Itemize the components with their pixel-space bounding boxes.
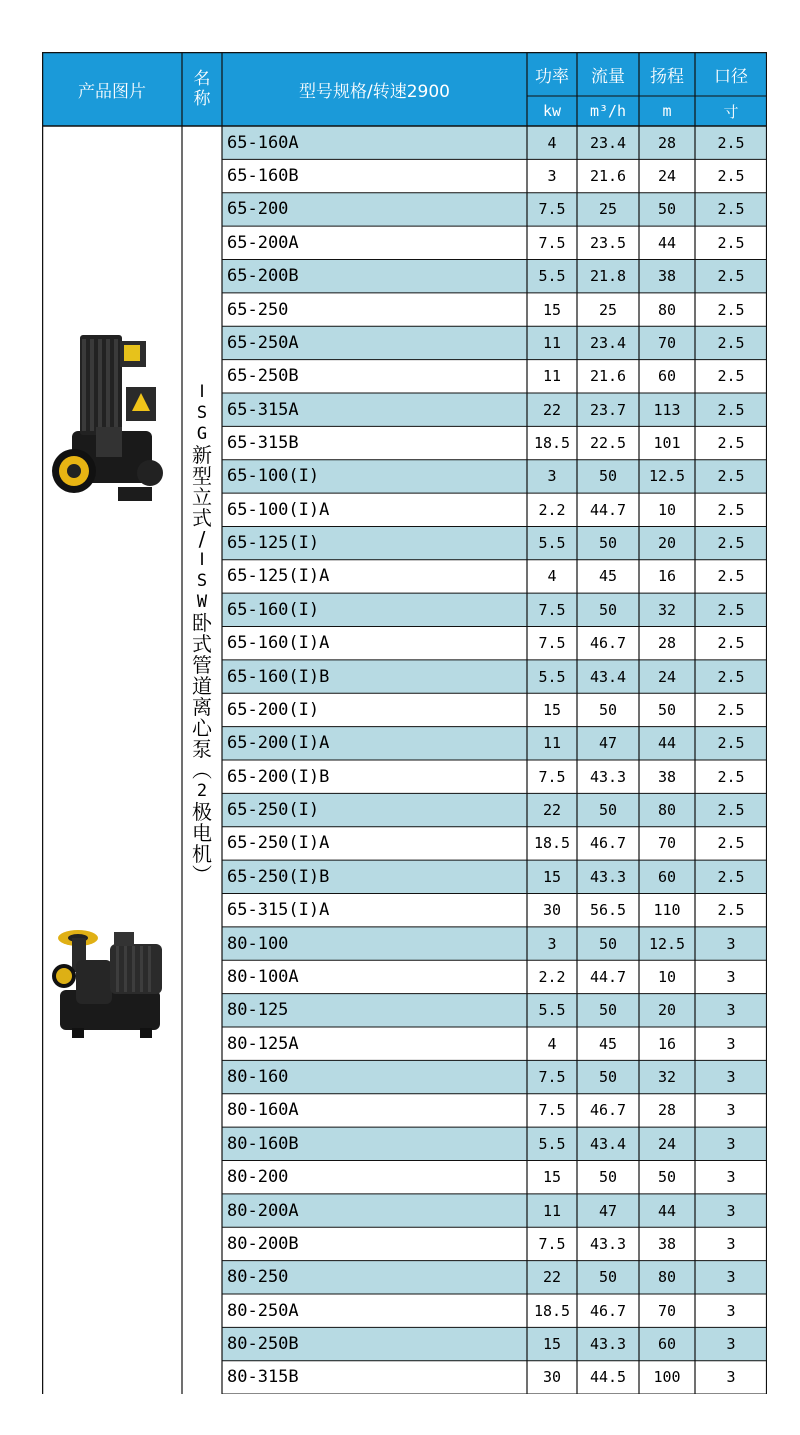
cell-head: 101 <box>653 434 681 452</box>
product-name-char: S <box>196 403 208 423</box>
cell-bore: 3 <box>726 1068 736 1087</box>
cell-head: 70 <box>657 834 677 853</box>
product-name-char: S <box>196 571 208 591</box>
cell-model: 80-200 <box>227 1167 289 1188</box>
header-product-image: 产品图片 <box>42 52 182 126</box>
cell-model: 80-250 <box>227 1267 289 1288</box>
header-head: 扬程 <box>639 52 695 96</box>
cell-flow: 50 <box>598 600 618 619</box>
product-name-char: 式 <box>192 506 212 530</box>
header-power: 功率 <box>527 52 577 96</box>
cell-power: 15 <box>542 700 562 719</box>
cell-model: 65-250B <box>227 366 299 387</box>
cell-power: 18.5 <box>533 1301 571 1320</box>
cell-bore: 3 <box>726 1134 736 1153</box>
cell-power: 7.5 <box>538 767 566 786</box>
cell-bore: 3 <box>726 1334 736 1353</box>
cell-power: 4 <box>547 133 557 152</box>
header-bore: 口径 <box>695 52 767 96</box>
cell-power: 2.2 <box>538 967 566 986</box>
cell-power: 30 <box>542 1368 562 1387</box>
cell-head: 12.5 <box>648 467 686 486</box>
cell-model: 65-125(I) <box>227 533 320 554</box>
product-name-char: ︵ <box>192 758 212 782</box>
cell-power: 22 <box>542 400 562 419</box>
cell-power: 7.5 <box>538 600 566 619</box>
cell-flow: 46.7 <box>589 834 627 853</box>
cell-power: 22 <box>542 801 562 820</box>
cell-bore: 3 <box>726 1268 736 1287</box>
header-model: 型号规格/转速2900 <box>222 52 527 126</box>
cell-model: 65-315A <box>227 399 299 420</box>
cell-bore: 2.5 <box>717 500 745 519</box>
header-unit-head: m <box>639 96 695 126</box>
cell-head: 10 <box>657 500 677 519</box>
cell-power: 4 <box>547 1034 557 1053</box>
cell-head: 32 <box>657 1068 677 1087</box>
cell-flow: 44.7 <box>589 500 627 519</box>
cell-bore: 2.5 <box>717 534 745 553</box>
product-name-char: 心 <box>192 716 212 740</box>
cell-bore: 3 <box>726 1101 736 1120</box>
cell-bore: 2.5 <box>717 233 745 252</box>
product-name-char: 2 <box>196 781 208 801</box>
cell-model: 80-200A <box>227 1200 299 1221</box>
cell-power: 5.5 <box>538 667 566 686</box>
cell-flow: 50 <box>598 1068 618 1087</box>
cell-power: 15 <box>542 1334 562 1353</box>
cell-model: 65-200(I)A <box>227 733 330 754</box>
product-name-char: 立 <box>192 485 212 509</box>
cell-power: 4 <box>547 567 557 586</box>
cell-model: 65-125(I)A <box>227 566 330 587</box>
cell-flow: 47 <box>598 1201 618 1220</box>
cell-power: 7.5 <box>538 634 566 653</box>
cell-bore: 2.5 <box>717 600 745 619</box>
cell-bore: 3 <box>726 1301 736 1320</box>
cell-bore: 2.5 <box>717 133 745 152</box>
cell-bore: 2.5 <box>717 434 745 452</box>
cell-head: 12.5 <box>648 934 686 953</box>
cell-head: 16 <box>657 1034 677 1053</box>
cell-bore: 3 <box>726 1034 736 1053</box>
cell-head: 24 <box>657 167 677 186</box>
cell-head: 38 <box>657 1234 677 1253</box>
cell-power: 3 <box>547 167 557 186</box>
cell-head: 28 <box>657 133 677 152</box>
cell-model: 80-250A <box>227 1300 299 1321</box>
cell-power: 18.5 <box>533 434 571 452</box>
cell-model: 80-100A <box>227 966 299 987</box>
table-grid-lines <box>42 52 767 1394</box>
cell-flow: 45 <box>598 1034 618 1053</box>
cell-model: 65-160B <box>227 166 299 187</box>
cell-flow: 56.5 <box>589 901 627 920</box>
cell-flow: 50 <box>598 1268 618 1287</box>
cell-head: 110 <box>653 901 681 920</box>
header-flow: 流量 <box>577 52 639 96</box>
cell-model: 80-100 <box>227 933 289 954</box>
cell-power: 7.5 <box>538 233 566 252</box>
cell-head: 113 <box>653 400 681 419</box>
cell-flow: 43.4 <box>589 667 627 686</box>
cell-model: 65-250A <box>227 332 299 353</box>
product-name-char: 新 <box>192 443 212 467</box>
cell-head: 16 <box>657 567 677 586</box>
cell-model: 65-250(I)A <box>227 833 330 854</box>
header-unit-power: kw <box>527 96 577 126</box>
cell-power: 22 <box>542 1268 562 1287</box>
cell-bore: 3 <box>726 1368 736 1387</box>
cell-flow: 22.5 <box>589 434 627 452</box>
cell-head: 70 <box>657 333 677 352</box>
cell-bore: 2.5 <box>717 400 745 419</box>
product-name-char: 电 <box>192 821 212 845</box>
cell-power: 30 <box>542 901 562 920</box>
cell-power: 5.5 <box>538 1134 566 1153</box>
cell-flow: 25 <box>598 300 618 319</box>
cell-power: 7.5 <box>538 200 566 219</box>
product-name-char: Ⅰ <box>199 550 205 570</box>
product-name-char: 型 <box>192 464 212 488</box>
cell-model: 65-250 <box>227 299 289 320</box>
cell-bore: 2.5 <box>717 867 745 886</box>
cell-head: 38 <box>657 267 677 286</box>
product-name-char: 式 <box>192 632 212 656</box>
cell-model: 65-160A <box>227 132 299 153</box>
cell-head: 24 <box>657 1134 677 1153</box>
cell-head: 32 <box>657 600 677 619</box>
cell-head: 44 <box>657 734 677 753</box>
cell-model: 65-100(I) <box>227 466 320 487</box>
cell-power: 18.5 <box>533 834 571 853</box>
cell-bore: 2.5 <box>717 567 745 586</box>
cell-bore: 3 <box>726 1201 736 1220</box>
cell-model: 65-200(I) <box>227 699 320 720</box>
cell-head: 50 <box>657 200 677 219</box>
cell-bore: 2.5 <box>717 467 745 486</box>
cell-bore: 2.5 <box>717 634 745 653</box>
cell-power: 7.5 <box>538 1101 566 1120</box>
cell-flow: 43.3 <box>589 767 627 786</box>
cell-bore: 2.5 <box>717 367 745 386</box>
pump-spec-table <box>42 52 767 1394</box>
header-unit-bore: 寸 <box>695 96 767 126</box>
cell-flow: 44.5 <box>589 1368 627 1387</box>
cell-flow: 46.7 <box>589 1301 627 1320</box>
cell-head: 20 <box>657 534 677 553</box>
header-name-top: 名 <box>193 69 211 89</box>
cell-flow: 50 <box>598 1001 618 1020</box>
cell-flow: 43.3 <box>589 867 627 886</box>
cell-head: 70 <box>657 1301 677 1320</box>
cell-head: 38 <box>657 767 677 786</box>
cell-head: 100 <box>653 1368 681 1387</box>
header-unit-flow: m³/h <box>577 96 639 126</box>
cell-bore: 3 <box>726 934 736 953</box>
cell-flow: 23.5 <box>589 233 627 252</box>
cell-bore: 2.5 <box>717 834 745 853</box>
cell-model: 65-160(I)A <box>227 633 330 654</box>
cell-model: 65-160(I)B <box>227 666 330 687</box>
cell-power: 7.5 <box>538 1068 566 1087</box>
cell-model: 80-160A <box>227 1100 299 1121</box>
product-name-char: 卧 <box>192 611 212 635</box>
cell-head: 80 <box>657 801 677 820</box>
cell-model: 80-125 <box>227 1000 289 1021</box>
cell-head: 28 <box>657 1101 677 1120</box>
cell-model: 80-250B <box>227 1333 299 1354</box>
product-name-char: Ⅰ <box>199 382 205 402</box>
cell-flow: 50 <box>598 1168 618 1187</box>
cell-power: 5.5 <box>538 1001 566 1020</box>
cell-flow: 43.3 <box>589 1334 627 1353</box>
product-name-char: 机 <box>192 842 212 866</box>
cell-head: 28 <box>657 634 677 653</box>
cell-flow: 50 <box>598 467 618 486</box>
cell-power: 15 <box>542 1168 562 1187</box>
cell-power: 5.5 <box>538 267 566 286</box>
cell-flow: 23.4 <box>589 333 627 352</box>
cell-model: 80-315B <box>227 1367 299 1388</box>
cell-flow: 50 <box>598 801 618 820</box>
cell-head: 60 <box>657 867 677 886</box>
cell-bore: 2.5 <box>717 667 745 686</box>
cell-flow: 50 <box>598 534 618 553</box>
cell-flow: 50 <box>598 934 618 953</box>
cell-model: 65-160(I) <box>227 599 320 620</box>
product-name-char: 道 <box>192 674 212 698</box>
cell-model: 65-200B <box>227 266 299 287</box>
cell-model: 65-250(I) <box>227 800 320 821</box>
product-name-char: / <box>198 527 206 551</box>
cell-flow: 21.6 <box>589 367 627 386</box>
cell-bore: 3 <box>726 967 736 986</box>
cell-flow: 43.3 <box>589 1234 627 1253</box>
cell-power: 3 <box>547 934 557 953</box>
cell-bore: 2.5 <box>717 901 745 920</box>
cell-model: 80-200B <box>227 1233 299 1254</box>
cell-model: 65-315(I)A <box>227 900 330 921</box>
cell-model: 80-160 <box>227 1067 289 1088</box>
cell-model: 80-160B <box>227 1133 299 1154</box>
cell-model: 65-100(I)A <box>227 499 330 520</box>
cell-flow: 46.7 <box>589 1101 627 1120</box>
cell-bore: 3 <box>726 1001 736 1020</box>
cell-power: 2.2 <box>538 500 566 519</box>
cell-model: 80-125A <box>227 1033 299 1054</box>
cell-head: 10 <box>657 967 677 986</box>
cell-model: 65-200A <box>227 232 299 253</box>
cell-power: 15 <box>542 300 562 319</box>
cell-power: 15 <box>542 867 562 886</box>
cell-bore: 3 <box>726 1168 736 1187</box>
cell-head: 44 <box>657 1201 677 1220</box>
cell-head: 50 <box>657 1168 677 1187</box>
cell-power: 11 <box>542 367 562 386</box>
cell-head: 80 <box>657 1268 677 1287</box>
cell-flow: 23.7 <box>589 400 627 419</box>
cell-model: 65-200 <box>227 199 289 220</box>
cell-power: 11 <box>542 1201 562 1220</box>
cell-flow: 47 <box>598 734 618 753</box>
cell-power: 7.5 <box>538 1234 566 1253</box>
cell-bore: 2.5 <box>717 734 745 753</box>
cell-bore: 2.5 <box>717 300 745 319</box>
product-name-char: 泵 <box>192 737 212 761</box>
cell-model: 65-315B <box>227 433 299 453</box>
product-name-char: 离 <box>192 695 212 719</box>
cell-head: 80 <box>657 300 677 319</box>
cell-bore: 2.5 <box>717 200 745 219</box>
cell-head: 60 <box>657 367 677 386</box>
cell-bore: 2.5 <box>717 801 745 820</box>
cell-bore: 3 <box>726 1234 736 1253</box>
cell-head: 60 <box>657 1334 677 1353</box>
cell-head: 44 <box>657 233 677 252</box>
cell-power: 3 <box>547 467 557 486</box>
cell-flow: 23.4 <box>589 133 627 152</box>
product-name-char: 管 <box>192 653 212 677</box>
cell-flow: 25 <box>598 200 618 219</box>
cell-flow: 46.7 <box>589 634 627 653</box>
product-name-char: 极 <box>192 800 212 824</box>
cell-bore: 2.5 <box>717 700 745 719</box>
cell-bore: 2.5 <box>717 267 745 286</box>
cell-model: 65-250(I)B <box>227 866 330 887</box>
product-name-char: ︶ <box>192 863 212 887</box>
cell-flow: 44.7 <box>589 967 627 986</box>
cell-bore: 2.5 <box>717 167 745 186</box>
cell-head: 20 <box>657 1001 677 1020</box>
cell-model: 65-200(I)B <box>227 766 330 787</box>
cell-flow: 21.6 <box>589 167 627 186</box>
cell-power: 11 <box>542 734 562 753</box>
product-name-char: G <box>196 424 208 444</box>
cell-head: 50 <box>657 700 677 719</box>
cell-flow: 45 <box>598 567 618 586</box>
cell-flow: 50 <box>598 700 618 719</box>
header-name-bottom: 称 <box>193 89 211 109</box>
cell-flow: 43.4 <box>589 1134 627 1153</box>
cell-flow: 21.8 <box>589 267 627 286</box>
cell-power: 11 <box>542 333 562 352</box>
cell-head: 24 <box>657 667 677 686</box>
cell-power: 5.5 <box>538 534 566 553</box>
cell-bore: 2.5 <box>717 333 745 352</box>
product-name-char: W <box>196 592 208 612</box>
cell-bore: 2.5 <box>717 767 745 786</box>
